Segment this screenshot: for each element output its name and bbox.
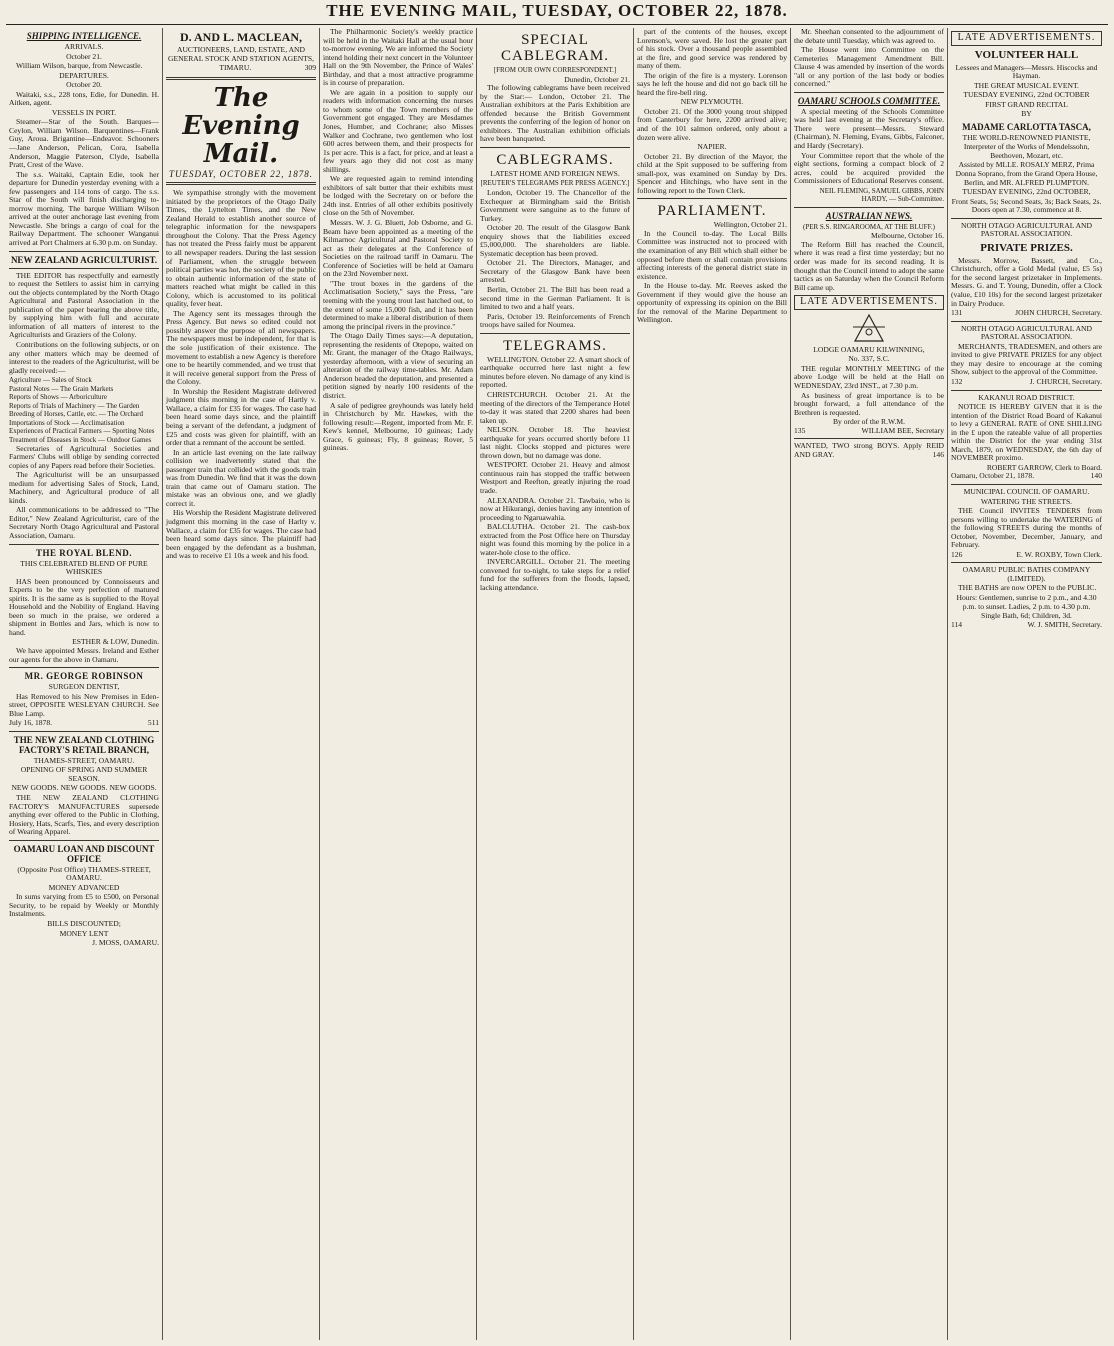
news-paragraph: In Worship the Resident Magistrate delivered judgment this morning in the case of Hartly v. Wallace, a claim for £35 for wages. The case had been heard some days since, and the plaintiff being a servant of the defendant, a judgment of £25 and costs was given for plaintiff, with an order that a remnant of the account be settled. xyxy=(166,386,316,448)
agriculturist-advertising: The Agriculturist will be an unsurpassed medium for advertising Sales of Stock, Land, Machinery, and Agricultural produce of all kinds. xyxy=(9,470,159,505)
divider xyxy=(9,268,159,269)
ad-number: 132 xyxy=(951,376,963,386)
napier-title: NAPIER. xyxy=(697,142,727,152)
royal-blend-agents: We have appointed Messrs. Ireland and Esther our agents for the above in Oamaru. xyxy=(9,646,159,664)
divider xyxy=(794,92,944,93)
maclean-town: TIMARU. xyxy=(219,63,252,73)
topic-item: Reports of Trials of Machinery — The Garden xyxy=(9,401,140,410)
clothing-title: THE NEW ZEALAND CLOTHING FACTORY'S RETAIL BRANCH, xyxy=(13,734,155,755)
divider xyxy=(9,731,159,732)
schools-committee-text: A special meeting of the Schools Committee was held last evening at the Secretary's office. There were present—Messrs. Steward (Chairman), N. Fleming, Evans, Gibbs, Falconer, and Hardy (Secretary). xyxy=(794,106,944,151)
ad-number: 511 xyxy=(147,718,159,728)
royal-blend-text: HAS been pronounced by Connoisseurs and Experts to be the very perfection of matured spirits. It is the same as is supplied to the Royal Household and the Nobility of England. Having been so much in the praise, we ordered a shipment in Bottles and Jars, which is now to hand. xyxy=(9,576,159,637)
agriculturist-intro: THE EDITOR has respectfully and earnestly to request the Settlers to assist him in carrying out the objects contemplated by the North Otago Agricultural and Pastoral Association in the publication of the paper bearing the above title, by supplying him with full and accurate information of all matters of interest to the Agriculturists and Graziers of the Colony. xyxy=(9,270,159,340)
agriculturist-topics xyxy=(9,376,159,444)
divider xyxy=(951,218,1102,219)
volunteer-hall-artist-title: THE WORLD-RENOWNED PIANISTE, xyxy=(962,132,1091,142)
maclean-title: D. AND L. MACLEAN, xyxy=(179,30,302,44)
column-4 xyxy=(477,28,634,1340)
volunteer-hall-prices: Front Seats, 5s; Second Seats, 3s; Back Seats, 2s. Doors open at 7.30, commence at 8. xyxy=(951,196,1102,215)
volunteer-hall-by: BY xyxy=(1021,109,1032,119)
dentist-title: MR. GEORGE ROBINSON xyxy=(24,671,144,682)
divider xyxy=(9,544,159,545)
lodge-text: THE regular MONTHLY MEETING of the above Lodge will be held at the Hall on WEDNESDAY, 23rd INST., at 7.30 p.m. xyxy=(794,363,944,390)
telegram-item: BALCLUTHA. October 21. The cash-box extracted from the Post Office here on Thursday night was found this morning by the police in a water-hole close to the office. xyxy=(480,522,630,557)
divider xyxy=(951,390,1102,391)
news-paragraph: His Worship the Resident Magistrate delivered judgment this morning in the case of Harlty v. Wallace, a claim for £35 for wages. The case had been heard some days since. The plaintiff had been engaged by the defendant as a bushman, and was to receive £1 10s a week and his food. xyxy=(166,508,316,561)
parliament-text: In the House to-day. Mr. Reeves asked the Government if they would give the house an opportunity of expressing its opinion on the Bill for the removal of the Marine Department to Wellington. xyxy=(637,281,787,325)
news-paragraph: The Otago Daily Times says:—A deputation, representing the residents of Otepopo, waited on Mr. Grant, the manager of the Otago Railways, yesterday afternoon, with a view of securing an alteration of the railway time-tables. Mr. Adam Anderson headed the deputation, and presented a petition signed by nearly 100 residents of the district. xyxy=(323,331,473,400)
kakanui-title: KAKANUI ROAD DISTRICT. xyxy=(978,392,1075,402)
news-paragraph: The House went into Committee on the Cemeteries Management Amendment Bill. Clause 4 was amended by insertion of the words "all or any portion of the last body or bodies concerned." xyxy=(794,45,944,89)
loan-bills: BILLS DISCOUNTED; xyxy=(47,919,121,929)
ad-number: 135 xyxy=(794,425,806,435)
news-paragraph: Messrs. W. J. G. Bluett, Job Osborne, and G. Beam have been appointed as a meeting of the Kilmarnoc Agricultural and Pastoral Society to act as their delegates at the Conference of Societies on the railroad tariff in Oamaru. The Conference of Societies will be held at Oamaru on the 23rd November next. xyxy=(323,218,473,279)
schools-committee-text: Your Committee report that the whole of the eight sections, forming a compact block of 2 acres, could be acquired provided the Commissioners of Educational Reserves consent. xyxy=(794,150,944,186)
column-6 xyxy=(791,28,948,1340)
wanted-text: WANTED, TWO strong BOYS. Apply REID AND GRAY. xyxy=(794,441,944,459)
volunteer-hall-interpreter: Interpreter of the Works of Mendelssohn, Beethoven, Mozart, etc. xyxy=(963,142,1090,160)
dentist-subtitle: SURGEON DENTIST, xyxy=(48,682,120,692)
column-3 xyxy=(320,28,477,1340)
volunteer-hall-date: TUESDAY EVENING, 22nd OCTOBER xyxy=(963,90,1090,100)
dateline: TUESDAY, OCTOBER 22, 1878. xyxy=(168,168,314,179)
page-columns xyxy=(6,28,1108,1340)
cable-item: London, October 19. The Chancellor of the Exchequer at Birmingham said the British Government were sanguine as to the future of Turkey. xyxy=(480,188,630,223)
merchants-text: MERCHANTS, TRADESMEN, and others are invited to give PRIVATE PRIZES for any object they may desire to encourage at the coming Show, subject to the approval of the Committee. xyxy=(951,341,1102,377)
napier-text: October 21. By direction of the Mayor, the child at the Spit supposed to be suffering from small-pox, was examined on Sunday by Drs. Spencer and Hitchings, who have sent in the following report to the Town Clerk. xyxy=(637,151,787,195)
divider xyxy=(9,840,159,841)
volunteer-hall-assisted: Assisted by MLLE. ROSALY MERZ, Prima Donna Soprano, from the Grand Opera House, Berlin, and MR. ALFRED PLUMPTON. xyxy=(955,160,1098,187)
special-cablegram-text: The following cablegrams have been received by the Star:— London, October 21. The Australian exhibitors at the Paris Exhibition are offended because the British Government prevents the conferring of the legion of honor on exhibitors. The Australian exhibition officials have been banqueted. xyxy=(480,83,630,144)
clothing-text: THE NEW ZEALAND CLOTHING FACTORY'S MANUFACTURES supersede anything ever offered to the Public in Clothing, Hosiery, Hats, Scarfs, Ties, and every description of Wearing Apparel. xyxy=(9,793,159,837)
municipal-title: MUNICIPAL COUNCIL OF OAMARU. xyxy=(963,486,1090,496)
cablegrams-source: [REUTER'S TELEGRAMS PER PRESS AGENCY.] xyxy=(480,179,630,188)
lodge-signature: WILLIAM BEE, Secretary xyxy=(861,425,944,435)
departures-title: DEPARTURES. xyxy=(59,70,109,80)
maclean-subtitle: AUCTIONEERS, LAND, ESTATE, AND GENERAL STOCK AND STATION AGENTS, xyxy=(168,45,314,63)
baths-title: OAMARU PUBLIC BATHS COMPANY (LIMITED). xyxy=(962,565,1091,583)
cable-item: Berlin, October 21. The Bill has been read a second time in the German Parliament. It is limited to two and a half years. xyxy=(480,285,630,312)
news-paragraph: We are again in a position to supply our readers with information concerning the nurses to whom some of the Town members of the Government got engaged. They are Mesdames Jones, Humber, and Cochrane; also Misses Walker and Cochrane, two gentlemen who lost 600 acres between them, and their prospects for 1s per acre. This is a fact, for price, and at least a few years ago they did not cost as many shillings. xyxy=(323,87,473,174)
divider xyxy=(637,198,787,199)
municipal-signature: E. W. ROXBY, Town Clerk. xyxy=(1016,549,1102,559)
lodge-number: No. 337, S.C. xyxy=(848,354,890,364)
baths-footer xyxy=(951,621,1102,630)
agriculturist-address: All communications to be addressed to "The Editor," New Zealand Agriculturist, care of the Secretary North Otago Agricultural and Pastoral Association, Oamaru. xyxy=(9,505,159,540)
telegram-item: CHRISTCHURCH. October 21. At the meeting of the directors of the Temperance Hotel to-day it was stated that 2200 shares had been taken up. xyxy=(480,389,630,425)
cablegrams-title: CABLEGRAMS. xyxy=(496,151,614,168)
ad-number: 114 xyxy=(951,619,963,629)
volunteer-hall-lessees: Lessees and Managers—Messrs. Hiscocks and Hayman. xyxy=(955,62,1098,81)
dentist-date: July 16, 1878. xyxy=(9,718,53,728)
dentist-footer xyxy=(9,719,159,728)
news-paragraph: The origin of the fire is a mystery. Lorenson says he left the house and did not go back till he heard the fire-bell ring. xyxy=(637,70,787,97)
special-cablegram-source: [FROM OUR OWN CORRESPONDENT.] xyxy=(493,66,617,74)
masthead-rule xyxy=(6,24,1108,25)
private-prizes-signature: JOHN CHURCH, Secretary. xyxy=(1015,308,1102,318)
departures-date: October 20. xyxy=(66,80,102,90)
parliament-title: PARLIAMENT. xyxy=(657,203,767,220)
column-1 xyxy=(6,28,163,1340)
kakanui-date: Oamaru, October 21, 1878. xyxy=(951,471,1035,481)
telegram-item: ALEXANDRA. October 21. Tawbaio, who is now at Hikurangi, denies having any intention of proceeding to Ngaruawahia. xyxy=(480,495,630,522)
royal-blend-signature: ESTHER & LOW, Dunedin. xyxy=(72,637,159,647)
lodge-order: By order of the R.W.M. xyxy=(832,417,906,427)
topic-item: Reports of Shows — Arboriculture xyxy=(9,393,107,402)
telegram-item: INVERCARGILL. October 21. The meeting convened for to-night, to take steps for a relief fund for the sufferers from the floods, lapsed, lacking attendance. xyxy=(480,557,630,592)
clothing-address: THAMES-STREET, OAMARU. xyxy=(33,755,135,765)
ad-number: 131 xyxy=(951,308,963,318)
topic-item: Treatment of Diseases in Stock — Outdoor Games xyxy=(9,435,152,444)
news-paragraph: In an article last evening on the late railway collision we inadvertently stated that the passenger train that collided with the goods train was from Dunedin. We find that it was the down train that came out of Oamaru station. The mistake was an obvious one, and we gladly correct it. xyxy=(166,447,316,508)
loan-text: In sums varying from £5 to £500, on Personal Security, to be repaid by Weekly or Monthly Instalments. xyxy=(9,892,159,919)
late-advertisements-banner: LATE ADVERTISEMENTS. xyxy=(951,31,1102,46)
cable-item: October 20. The result of the Glasgow Bank enquiry shows that the liabilities exceed £5,000,000. The shareholders are liable. Systematic deception has been proved. xyxy=(480,223,630,258)
kakanui-footer xyxy=(951,472,1102,481)
lodge-text: As business of great importance is to be brought forward, a full attendance of the Brethren is requested. xyxy=(794,390,944,417)
volunteer-hall-date: TUESDAY EVENING, 22nd OCTOBER, xyxy=(962,187,1091,197)
telegram-item: WELLINGTON. October 22. A smart shock of earthquake occurred here last night a few minutes before eleven. No damage of any kind is reported. xyxy=(480,354,630,390)
association-title: NORTH OTAGO AGRICULTURAL AND PASTORAL ASSOCIATION. xyxy=(960,220,1093,239)
masthead: THE EVENING MAIL, TUESDAY, OCTOBER 22, 1878. xyxy=(326,1,788,20)
shipping-paragraph: The s.s. Waitaki, Captain Edie, took her departure for Dunedin yesterday evening with a few passengers and 114 tons of cargo. The s.s. Star of the South will finish discharging to-morrow morning. The barque William Wilson arrived at the outer anchorage last evening from Newcastle. She brings a cargo of coal for the Railway Department. The schooner Wanganui arrived at Port Chalmers at 6.30 p.m. on Sunday. xyxy=(9,169,159,248)
divider xyxy=(9,251,159,252)
topic-item: Pastoral Notes — The Grain Markets xyxy=(9,384,114,393)
kakanui-text: NOTICE IS HEREBY GIVEN that it is the intention of the District Road Board of Kakanui to levy a GENERAL RATE of ONE SHILLING in the £ upon the rateable value of all properties within the District for the year ending 31st March, 1879, on WEDNESDAY, the 6th day of NOVEMBER proximo. xyxy=(951,402,1102,463)
telegrams-title: TELEGRAMS. xyxy=(503,337,607,354)
late-advertisements-banner: LATE ADVERTISEMENTS. xyxy=(794,295,944,310)
special-cablegram-date: Dunedin, October 21. xyxy=(564,74,630,84)
ad-number: 140 xyxy=(1090,471,1102,481)
cablegrams-subtitle: LATEST HOME AND FOREIGN NEWS. xyxy=(490,168,620,178)
royal-blend-subtitle: THIS CELEBRATED BLEND OF PURE WHISKIES xyxy=(20,558,148,577)
loan-subtitle: (Opposite Post Office) THAMES-STREET, OAMARU. xyxy=(17,864,151,883)
merchants-footer xyxy=(951,378,1102,387)
topic-item: Experiences of Practical Farmers — Sporting Notes xyxy=(9,427,155,436)
arrivals-title: ARRIVALS. xyxy=(64,42,104,51)
editorial-paragraph: The Agency sent its messages through the Press Agency. But news so edited could not possibly answer the purpose of all newspapers. The newspapers must be independent, for that is the sole justification of their existence. The movement to establish a new Agency is therefore one to be heartily commended, and we trust that it will receive general support from the Press of the Colony. xyxy=(166,308,316,387)
schools-committee-title: OAMARU SCHOOLS COMMITTEE. xyxy=(797,95,941,106)
municipal-text: THE Council INVITES TENDERS from persons willing to undertake the WATERING of the following STREETS during the months of October, November, December, January, and February. xyxy=(951,506,1102,550)
municipal-footer xyxy=(951,551,1102,560)
wanted-ad xyxy=(794,442,944,459)
maclean-footer xyxy=(166,64,316,73)
arrivals-date: October 21. xyxy=(66,51,102,61)
australian-news-text: The Reform Bill has reached the Council, where it was read a first time yesterday; but no order was made for its second reading. It is thought that the Council intend to adopt the same tactics as on Saturday when the Council Reform Bill came up. xyxy=(794,239,944,292)
divider xyxy=(794,438,944,439)
merchants-signature: J. CHURCH, Secretary. xyxy=(1029,376,1102,386)
topic-item: Agriculture — Sales of Stock xyxy=(9,376,92,385)
parliament-date: Wellington, October 21. xyxy=(713,220,787,230)
nameplate: The Evening Mail. xyxy=(182,82,300,169)
kakanui-signature: ROBERT GARROW, Clerk to Board. xyxy=(986,462,1102,472)
lodge-footer xyxy=(794,427,944,436)
private-prizes-title: PRIVATE PRIZES. xyxy=(980,241,1073,254)
cable-item: Paris, October 19. Reinforcements of French troops have sailed for Noumea. xyxy=(480,311,630,330)
cable-item: October 21. The Directors, Manager, and Secretary of the Glasgow Bank have been arrested. xyxy=(480,258,630,285)
news-paragraph: part of the contents of the houses, except Lorenson's, were saved. He lost the greater part of his stock. Over a thousand people assembled at the fire, and good service was rendered by many of them. xyxy=(637,28,787,71)
ad-number: 309 xyxy=(304,63,316,73)
topic-item: Breeding of Horses, Cattle, etc. — The Orchard xyxy=(9,410,143,419)
column-2 xyxy=(163,28,320,1340)
special-cablegram-title: SPECIAL CABLEGRAM. xyxy=(501,32,609,64)
baths-signature: W. J. SMITH, Secretary. xyxy=(1027,619,1102,629)
column-7 xyxy=(948,28,1105,1340)
divider xyxy=(9,667,159,668)
municipal-subtitle: WATERING THE STREETS. xyxy=(980,496,1073,506)
baths-hours: Hours: Gentlemen, sunrise to 2 p.m., and 4.30 p.m. to sunset. Ladies, 2 p.m. to 4.30 p.m. xyxy=(956,592,1097,611)
baths-price: Single Bath, 6d; Children, 3d. xyxy=(981,611,1072,621)
agriculturist-title: NEW ZEALAND AGRICULTURIST. xyxy=(10,254,158,265)
telegram-item: NELSON. October 18. The heaviest earthquake for years occurred shortly before 11 last night. Clocks stopped and pictures were thrown down, but no damage was done. xyxy=(480,425,630,460)
agriculturist-secretaries: Secretaries of Agricultural Societies and Farmers' Clubs will oblige by sending corrected copies of any Papers read before their Societies. xyxy=(9,443,159,470)
divider xyxy=(166,182,316,185)
volunteer-hall-event: THE GREAT MUSICAL EVENT. xyxy=(974,80,1079,90)
schools-committee-signature: NEIL FLEMING, SAMUEL GIBBS, JOHN HARDY, — Sub-Committee. xyxy=(819,186,944,204)
divider xyxy=(794,207,944,208)
merchants-association-title: NORTH OTAGO AGRICULTURAL AND PASTORAL ASSOCIATION. xyxy=(960,323,1093,342)
dentist-text: Has Removed to his New Premises in Eden-street, OPPOSITE WESLEYAN CHURCH. See Blue Lamp. xyxy=(9,691,159,718)
agriculturist-contributions: Contributions on the following subjects, or on any other matters which may be deemed of interest to the readers of the Agriculturist, will be gladly received:— xyxy=(9,339,159,375)
australian-news-date: Melbourne, October 16. xyxy=(871,231,944,241)
royal-blend-title: THE ROYAL BLEND. xyxy=(36,547,132,558)
divider xyxy=(951,484,1102,485)
news-paragraph: A sale of pedigree greyhounds was lately held in Christchurch by Mr. Hawkes, with the following result:—Regent, imported from Mr. F. Kew's kennel, Melbourne, 10 guineas; Lady Grace, 6 guineas; Fly, 8 guineas; Rover, 5 guineas. xyxy=(323,400,473,453)
private-prizes-text: Messrs. Morrow, Bassett, and Co., Christchurch, offer a Gold Medal (value, £5 5s) for the second largest prizetaker in Implements. Messrs. G. and T. Young, Dunedin, offer a Clock (value, £10 10s) for the second largest prizetaker in Dairy Produce. xyxy=(951,255,1102,308)
volunteer-hall-title: VOLUNTEER HALL xyxy=(974,48,1079,61)
telegram-item: WESTPORT. October 21. Heavy and almost continuous rain has stopped the traffic between Westport and Reefton, greatly injuring the road trade. xyxy=(480,460,630,495)
editorial-paragraph: We sympathise strongly with the movement initiated by the proprietors of the Otago Daily Times, the Lyttelton Times, and the New Zealand Herald to establish another source of telegraphic information for the newspapers throughout the Colony. That the Press Agency has not treated the Press fairly must be apparent to all newspaper readers. During the last session of Parliament, when the struggle between political parties was hot, the society of the public to obtain authentic information of the state of matters reached what might be called in this Colony, which is accustomed to its political quality, fever heat. xyxy=(166,188,316,309)
divider xyxy=(166,77,316,80)
news-paragraph: "The trout boxes in the gardens of the Acclimatisation Society," says the Press, "are teeming with the young trout last hatched out, to the extent of some 15,000 fish, and it has been determined to make a liberal distribution of them among the principal rivers in the province." xyxy=(323,278,473,331)
ad-number: 126 xyxy=(951,549,963,559)
clothing-new-goods: NEW GOODS. NEW GOODS. NEW GOODS. xyxy=(11,783,157,793)
divider xyxy=(951,562,1102,563)
divider xyxy=(480,333,630,334)
loan-money: MONEY ADVANCED xyxy=(48,882,120,892)
ad-number: 146 xyxy=(932,449,944,459)
loan-signature: J. MOSS, OAMARU. xyxy=(92,938,159,948)
arrivals-text: William Wilson, barque, from Newcastle. xyxy=(16,61,143,71)
news-paragraph: Mr. Sheehan consented to the adjournment of the debate until Tuesday, which was agreed to. xyxy=(794,28,944,45)
news-paragraph: The Philharmonic Society's weekly practice will be held in the Waitaki Hall at the usual hour to-morrow evening. We are informed the Society intend holding their next concert in the Volunteer Hall on the 9th November, the Prince of Wales' Birthday, and that a most attractive programme is in course of preparation. xyxy=(323,28,473,88)
column-5 xyxy=(634,28,791,1340)
parliament-text: In the Council to-day. The Local Bills Committee was instructed not to proceed with the examination of any Bill which shall either be opposed before them or shall contain provisions affecting interests of the general district state in existence. xyxy=(637,228,787,281)
volunteer-hall-artist: MADAME CARLOTTA TASCA, xyxy=(962,121,1091,132)
loan-lent: MONEY LENT xyxy=(59,928,109,938)
divider xyxy=(951,321,1102,322)
new-plymouth-text: October 21. Of the 3000 young trout shipped from Canterbury for here, 2200 arrived alive; and of the 101 salmon ordered, only about a dozen were alive. xyxy=(637,106,787,142)
volunteer-hall-recital: FIRST GRAND RECITAL xyxy=(985,99,1068,109)
baths-text: THE BATHS are now OPEN to the PUBLIC. xyxy=(958,583,1097,593)
loan-title: OAMARU LOAN AND DISCOUNT OFFICE xyxy=(13,843,155,864)
masonic-emblem-icon xyxy=(849,313,889,343)
australian-news-title: AUSTRALIAN NEWS. xyxy=(825,210,913,221)
new-plymouth-title: NEW PLYMOUTH. xyxy=(680,97,744,107)
australian-news-source: (PER S.S. RINGAROOMA, AT THE BLUFF.) xyxy=(802,222,935,231)
departures-text: Waitaki, s.s., 228 tons, Edie, for Dunedin. H. Aitken, agent. xyxy=(9,89,159,108)
in-port-title: VESSELS IN PORT. xyxy=(51,107,117,117)
topic-item: Importations of Stock — Acclimatisation xyxy=(9,418,125,427)
divider xyxy=(480,147,630,148)
in-port-text: Steamer—Star of the South. Barques—Ceylon, William Wilson. Barquentines—Frank Guy, Aroua. Brigantine—Endeavor. Schooners—Jane Anderson, Pelican, Cora, Isabella Anderson, Maggie Paterson, Clyde, Isabella Pratt, Crest of the Wave. xyxy=(9,117,159,170)
lodge-title: LODGE OAMARU KILWINNING, xyxy=(813,344,925,354)
clothing-opening: OPENING OF SPRING AND SUMMER SEASON. xyxy=(20,765,148,783)
news-paragraph: We are requested again to remind intending exhibitors of salt butter that their exhibits must be lodged with the Secretary on or before the 24th inst. Entries of all other exhibits positively close on the 5th of November. xyxy=(323,174,473,218)
shipping-title: SHIPPING INTELLIGENCE. xyxy=(26,31,142,41)
private-prizes-footer xyxy=(951,309,1102,318)
